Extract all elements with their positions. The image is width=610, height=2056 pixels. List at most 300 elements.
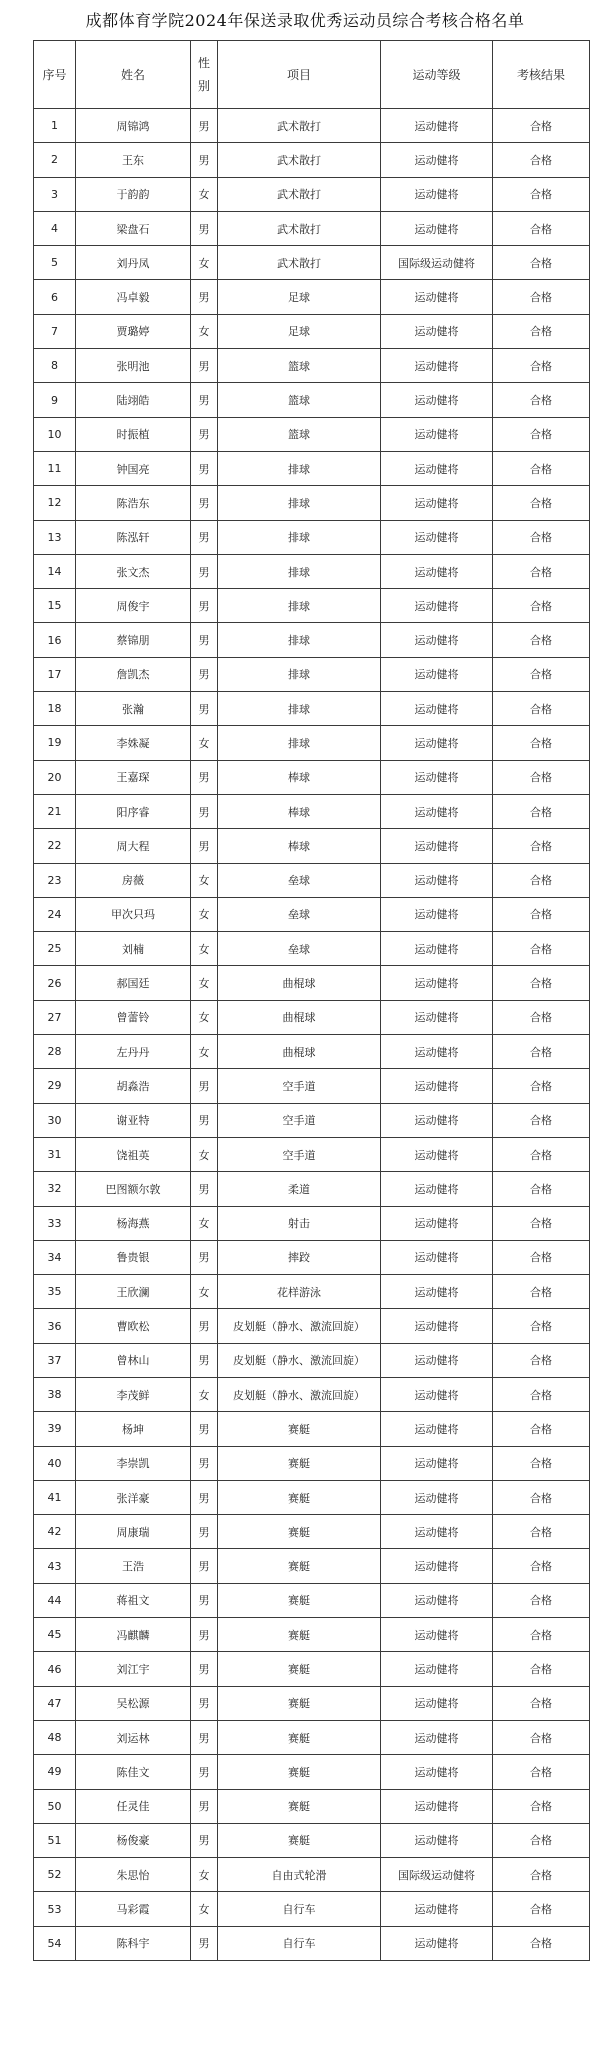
table-row bbox=[34, 1480, 590, 1514]
cell-gender: 男 bbox=[191, 451, 218, 485]
table-row bbox=[34, 1892, 590, 1926]
cell-event: 自由式轮滑 bbox=[218, 1858, 381, 1892]
table-row bbox=[34, 1172, 590, 1206]
cell-event: 排球 bbox=[218, 623, 381, 657]
cell-event: 射击 bbox=[218, 1206, 381, 1240]
cell-name: 甲次只玛 bbox=[76, 897, 191, 931]
cell-no: 27 bbox=[34, 1000, 76, 1034]
cell-result: 合格 bbox=[493, 1789, 590, 1823]
cell-gender: 男 bbox=[191, 1549, 218, 1583]
cell-level: 运动健将 bbox=[381, 1275, 493, 1309]
table-row bbox=[34, 451, 590, 485]
cell-name: 陈佳文 bbox=[76, 1755, 191, 1789]
cell-no: 31 bbox=[34, 1137, 76, 1171]
cell-no: 32 bbox=[34, 1172, 76, 1206]
cell-event: 篮球 bbox=[218, 349, 381, 383]
cell-result: 合格 bbox=[493, 897, 590, 931]
table-row bbox=[34, 1412, 590, 1446]
cell-no: 41 bbox=[34, 1480, 76, 1514]
cell-event: 皮划艇（静水、激流回旋） bbox=[218, 1309, 381, 1343]
table-row bbox=[34, 1823, 590, 1857]
cell-gender: 男 bbox=[191, 417, 218, 451]
table-row bbox=[34, 1618, 590, 1652]
table-row bbox=[34, 1137, 590, 1171]
cell-no: 5 bbox=[34, 246, 76, 280]
cell-name: 任灵佳 bbox=[76, 1789, 191, 1823]
cell-result: 合格 bbox=[493, 177, 590, 211]
cell-name: 张洋豪 bbox=[76, 1480, 191, 1514]
cell-gender: 女 bbox=[191, 1035, 218, 1069]
cell-event: 空手道 bbox=[218, 1137, 381, 1171]
cell-no: 43 bbox=[34, 1549, 76, 1583]
cell-name: 王嘉琛 bbox=[76, 760, 191, 794]
cell-no: 53 bbox=[34, 1892, 76, 1926]
cell-result: 合格 bbox=[493, 1446, 590, 1480]
cell-result: 合格 bbox=[493, 1755, 590, 1789]
cell-no: 13 bbox=[34, 520, 76, 554]
table-row bbox=[34, 177, 590, 211]
cell-result: 合格 bbox=[493, 829, 590, 863]
header-level: 运动等级 bbox=[381, 41, 493, 109]
cell-result: 合格 bbox=[493, 1069, 590, 1103]
cell-level: 运动健将 bbox=[381, 314, 493, 348]
cell-level: 运动健将 bbox=[381, 1103, 493, 1137]
cell-level: 运动健将 bbox=[381, 1377, 493, 1411]
cell-level: 运动健将 bbox=[381, 966, 493, 1000]
cell-result: 合格 bbox=[493, 794, 590, 828]
cell-gender: 女 bbox=[191, 1206, 218, 1240]
cell-no: 33 bbox=[34, 1206, 76, 1240]
table-row bbox=[34, 246, 590, 280]
cell-name: 周大程 bbox=[76, 829, 191, 863]
table-row bbox=[34, 1583, 590, 1617]
cell-name: 陈泓轩 bbox=[76, 520, 191, 554]
cell-gender: 男 bbox=[191, 1446, 218, 1480]
cell-name: 刘楠 bbox=[76, 932, 191, 966]
cell-level: 运动健将 bbox=[381, 1515, 493, 1549]
header-result: 考核结果 bbox=[493, 41, 590, 109]
cell-no: 21 bbox=[34, 794, 76, 828]
table-row bbox=[34, 1515, 590, 1549]
cell-event: 棒球 bbox=[218, 794, 381, 828]
cell-event: 自行车 bbox=[218, 1892, 381, 1926]
table-row bbox=[34, 1720, 590, 1754]
cell-name: 胡淼浩 bbox=[76, 1069, 191, 1103]
cell-no: 35 bbox=[34, 1275, 76, 1309]
cell-result: 合格 bbox=[493, 280, 590, 314]
table-row bbox=[34, 657, 590, 691]
cell-gender: 男 bbox=[191, 1240, 218, 1274]
cell-name: 李茂鲜 bbox=[76, 1377, 191, 1411]
cell-no: 52 bbox=[34, 1858, 76, 1892]
cell-result: 合格 bbox=[493, 1343, 590, 1377]
cell-no: 37 bbox=[34, 1343, 76, 1377]
table-row bbox=[34, 863, 590, 897]
cell-name: 刘江宇 bbox=[76, 1652, 191, 1686]
cell-event: 垒球 bbox=[218, 863, 381, 897]
table-row bbox=[34, 1103, 590, 1137]
cell-gender: 女 bbox=[191, 897, 218, 931]
cell-name: 于韵韵 bbox=[76, 177, 191, 211]
table-row bbox=[34, 897, 590, 931]
cell-result: 合格 bbox=[493, 1618, 590, 1652]
cell-result: 合格 bbox=[493, 1240, 590, 1274]
cell-name: 王东 bbox=[76, 143, 191, 177]
cell-result: 合格 bbox=[493, 623, 590, 657]
cell-event: 排球 bbox=[218, 451, 381, 485]
table-row bbox=[34, 1240, 590, 1274]
cell-name: 陈浩东 bbox=[76, 486, 191, 520]
cell-no: 7 bbox=[34, 314, 76, 348]
cell-result: 合格 bbox=[493, 1823, 590, 1857]
cell-event: 排球 bbox=[218, 692, 381, 726]
table-row bbox=[34, 1377, 590, 1411]
cell-gender: 男 bbox=[191, 1343, 218, 1377]
cell-no: 48 bbox=[34, 1720, 76, 1754]
cell-no: 36 bbox=[34, 1309, 76, 1343]
cell-gender: 女 bbox=[191, 863, 218, 897]
cell-level: 运动健将 bbox=[381, 1035, 493, 1069]
table-row bbox=[34, 1069, 590, 1103]
header-no: 序号 bbox=[34, 41, 76, 109]
cell-result: 合格 bbox=[493, 1412, 590, 1446]
cell-gender: 女 bbox=[191, 726, 218, 760]
cell-event: 武术散打 bbox=[218, 211, 381, 245]
cell-level: 运动健将 bbox=[381, 1755, 493, 1789]
cell-no: 18 bbox=[34, 692, 76, 726]
cell-event: 皮划艇（静水、激流回旋） bbox=[218, 1377, 381, 1411]
table-row bbox=[34, 1858, 590, 1892]
cell-level: 运动健将 bbox=[381, 1206, 493, 1240]
cell-level: 运动健将 bbox=[381, 143, 493, 177]
cell-event: 足球 bbox=[218, 314, 381, 348]
cell-event: 垒球 bbox=[218, 932, 381, 966]
cell-no: 26 bbox=[34, 966, 76, 1000]
cell-level: 运动健将 bbox=[381, 1000, 493, 1034]
cell-gender: 女 bbox=[191, 966, 218, 1000]
cell-name: 曾蕾铃 bbox=[76, 1000, 191, 1034]
cell-gender: 男 bbox=[191, 692, 218, 726]
cell-no: 12 bbox=[34, 486, 76, 520]
cell-event: 赛艇 bbox=[218, 1549, 381, 1583]
document-title: 成都体育学院2024年保送录取优秀运动员综合考核合格名单 bbox=[85, 11, 525, 30]
cell-name: 鲁贵银 bbox=[76, 1240, 191, 1274]
cell-result: 合格 bbox=[493, 966, 590, 1000]
cell-no: 15 bbox=[34, 589, 76, 623]
cell-gender: 男 bbox=[191, 1618, 218, 1652]
cell-level: 运动健将 bbox=[381, 863, 493, 897]
cell-gender: 男 bbox=[191, 520, 218, 554]
cell-no: 9 bbox=[34, 383, 76, 417]
cell-level: 运动健将 bbox=[381, 1172, 493, 1206]
cell-no: 14 bbox=[34, 554, 76, 588]
header-gender-line2: 别 bbox=[197, 78, 210, 93]
cell-event: 足球 bbox=[218, 280, 381, 314]
cell-no: 29 bbox=[34, 1069, 76, 1103]
cell-gender: 男 bbox=[191, 657, 218, 691]
cell-level: 运动健将 bbox=[381, 1343, 493, 1377]
cell-gender: 男 bbox=[191, 1720, 218, 1754]
cell-result: 合格 bbox=[493, 1480, 590, 1514]
cell-level: 运动健将 bbox=[381, 1549, 493, 1583]
cell-name: 刘运林 bbox=[76, 1720, 191, 1754]
cell-no: 8 bbox=[34, 349, 76, 383]
cell-level: 运动健将 bbox=[381, 1618, 493, 1652]
cell-event: 赛艇 bbox=[218, 1446, 381, 1480]
cell-gender: 女 bbox=[191, 177, 218, 211]
cell-result: 合格 bbox=[493, 1172, 590, 1206]
cell-level: 运动健将 bbox=[381, 1583, 493, 1617]
cell-event: 曲棍球 bbox=[218, 966, 381, 1000]
cell-result: 合格 bbox=[493, 1652, 590, 1686]
cell-level: 运动健将 bbox=[381, 623, 493, 657]
cell-name: 左丹丹 bbox=[76, 1035, 191, 1069]
cell-gender: 男 bbox=[191, 1069, 218, 1103]
cell-name: 饶祖英 bbox=[76, 1137, 191, 1171]
table-row bbox=[34, 143, 590, 177]
cell-level: 运动健将 bbox=[381, 1240, 493, 1274]
cell-level: 运动健将 bbox=[381, 1412, 493, 1446]
cell-name: 张明池 bbox=[76, 349, 191, 383]
cell-event: 武术散打 bbox=[218, 246, 381, 280]
table-row bbox=[34, 760, 590, 794]
cell-level: 运动健将 bbox=[381, 177, 493, 211]
cell-gender: 男 bbox=[191, 760, 218, 794]
cell-event: 赛艇 bbox=[218, 1755, 381, 1789]
cell-no: 46 bbox=[34, 1652, 76, 1686]
cell-event: 武术散打 bbox=[218, 177, 381, 211]
table-row bbox=[34, 520, 590, 554]
cell-event: 皮划艇（静水、激流回旋） bbox=[218, 1343, 381, 1377]
table-row bbox=[34, 623, 590, 657]
table-row bbox=[34, 109, 590, 143]
cell-no: 19 bbox=[34, 726, 76, 760]
cell-name: 冯卓毅 bbox=[76, 280, 191, 314]
table-row bbox=[34, 280, 590, 314]
cell-result: 合格 bbox=[493, 589, 590, 623]
cell-result: 合格 bbox=[493, 314, 590, 348]
cell-gender: 女 bbox=[191, 1858, 218, 1892]
cell-event: 自行车 bbox=[218, 1926, 381, 1960]
cell-level: 运动健将 bbox=[381, 794, 493, 828]
cell-result: 合格 bbox=[493, 1377, 590, 1411]
header-gender bbox=[191, 41, 218, 109]
cell-name: 谢亚特 bbox=[76, 1103, 191, 1137]
cell-result: 合格 bbox=[493, 1206, 590, 1240]
header-name: 姓名 bbox=[76, 41, 191, 109]
cell-no: 4 bbox=[34, 211, 76, 245]
cell-gender: 男 bbox=[191, 383, 218, 417]
cell-event: 赛艇 bbox=[218, 1686, 381, 1720]
cell-result: 合格 bbox=[493, 1309, 590, 1343]
cell-no: 47 bbox=[34, 1686, 76, 1720]
cell-result: 合格 bbox=[493, 1720, 590, 1754]
cell-gender: 女 bbox=[191, 1000, 218, 1034]
cell-name: 张文杰 bbox=[76, 554, 191, 588]
cell-event: 排球 bbox=[218, 486, 381, 520]
cell-no: 42 bbox=[34, 1515, 76, 1549]
cell-name: 梁盘石 bbox=[76, 211, 191, 245]
cell-result: 合格 bbox=[493, 417, 590, 451]
cell-result: 合格 bbox=[493, 1515, 590, 1549]
cell-event: 赛艇 bbox=[218, 1789, 381, 1823]
cell-event: 武术散打 bbox=[218, 109, 381, 143]
cell-no: 20 bbox=[34, 760, 76, 794]
cell-gender: 男 bbox=[191, 623, 218, 657]
table-row bbox=[34, 383, 590, 417]
cell-no: 1 bbox=[34, 109, 76, 143]
cell-event: 排球 bbox=[218, 589, 381, 623]
cell-level: 运动健将 bbox=[381, 760, 493, 794]
cell-event: 花样游泳 bbox=[218, 1275, 381, 1309]
table-row bbox=[34, 1275, 590, 1309]
roster-table bbox=[33, 40, 590, 1961]
cell-gender: 男 bbox=[191, 589, 218, 623]
table-row bbox=[34, 1549, 590, 1583]
cell-result: 合格 bbox=[493, 143, 590, 177]
cell-name: 巴图额尔敦 bbox=[76, 1172, 191, 1206]
table-row bbox=[34, 1343, 590, 1377]
table-row bbox=[34, 829, 590, 863]
table-row bbox=[34, 932, 590, 966]
table-row bbox=[34, 1035, 590, 1069]
cell-no: 22 bbox=[34, 829, 76, 863]
cell-event: 棒球 bbox=[218, 760, 381, 794]
cell-name: 蒋祖文 bbox=[76, 1583, 191, 1617]
cell-result: 合格 bbox=[493, 932, 590, 966]
cell-no: 40 bbox=[34, 1446, 76, 1480]
cell-event: 曲棍球 bbox=[218, 1000, 381, 1034]
cell-name: 房薇 bbox=[76, 863, 191, 897]
cell-name: 杨海燕 bbox=[76, 1206, 191, 1240]
cell-gender: 女 bbox=[191, 314, 218, 348]
cell-event: 赛艇 bbox=[218, 1618, 381, 1652]
cell-level: 运动健将 bbox=[381, 554, 493, 588]
cell-level: 运动健将 bbox=[381, 486, 493, 520]
cell-result: 合格 bbox=[493, 657, 590, 691]
table-row bbox=[34, 1000, 590, 1034]
cell-result: 合格 bbox=[493, 349, 590, 383]
cell-event: 赛艇 bbox=[218, 1412, 381, 1446]
cell-event: 篮球 bbox=[218, 417, 381, 451]
cell-gender: 男 bbox=[191, 1412, 218, 1446]
cell-gender: 女 bbox=[191, 1377, 218, 1411]
cell-level: 运动健将 bbox=[381, 1069, 493, 1103]
cell-name: 王欣澜 bbox=[76, 1275, 191, 1309]
cell-gender: 男 bbox=[191, 1103, 218, 1137]
cell-name: 杨坤 bbox=[76, 1412, 191, 1446]
cell-event: 排球 bbox=[218, 657, 381, 691]
cell-no: 24 bbox=[34, 897, 76, 931]
table-row bbox=[34, 486, 590, 520]
cell-event: 曲棍球 bbox=[218, 1035, 381, 1069]
cell-result: 合格 bbox=[493, 1686, 590, 1720]
cell-gender: 男 bbox=[191, 1686, 218, 1720]
cell-level: 运动健将 bbox=[381, 1480, 493, 1514]
cell-gender: 男 bbox=[191, 1789, 218, 1823]
table-row bbox=[34, 1926, 590, 1960]
cell-level: 运动健将 bbox=[381, 1823, 493, 1857]
table-row bbox=[34, 1755, 590, 1789]
cell-event: 赛艇 bbox=[218, 1652, 381, 1686]
table-row bbox=[34, 966, 590, 1000]
cell-no: 23 bbox=[34, 863, 76, 897]
cell-event: 排球 bbox=[218, 554, 381, 588]
cell-gender: 女 bbox=[191, 1137, 218, 1171]
cell-no: 28 bbox=[34, 1035, 76, 1069]
cell-event: 赛艇 bbox=[218, 1720, 381, 1754]
cell-gender: 男 bbox=[191, 1755, 218, 1789]
cell-level: 国际级运动健将 bbox=[381, 246, 493, 280]
cell-name: 蔡锦朋 bbox=[76, 623, 191, 657]
table-row bbox=[34, 726, 590, 760]
cell-name: 王浩 bbox=[76, 1549, 191, 1583]
cell-level: 运动健将 bbox=[381, 451, 493, 485]
cell-name: 时振植 bbox=[76, 417, 191, 451]
roster-body bbox=[34, 109, 590, 1961]
cell-name: 曾林山 bbox=[76, 1343, 191, 1377]
table-row bbox=[34, 314, 590, 348]
cell-no: 38 bbox=[34, 1377, 76, 1411]
cell-level: 运动健将 bbox=[381, 417, 493, 451]
cell-event: 摔跤 bbox=[218, 1240, 381, 1274]
cell-event: 空手道 bbox=[218, 1103, 381, 1137]
cell-name: 李崇凯 bbox=[76, 1446, 191, 1480]
cell-name: 阳序睿 bbox=[76, 794, 191, 828]
table-row bbox=[34, 211, 590, 245]
cell-name: 钟国亮 bbox=[76, 451, 191, 485]
table-row bbox=[34, 417, 590, 451]
cell-level: 运动健将 bbox=[381, 1789, 493, 1823]
table-row bbox=[34, 589, 590, 623]
cell-no: 49 bbox=[34, 1755, 76, 1789]
cell-result: 合格 bbox=[493, 760, 590, 794]
cell-gender: 女 bbox=[191, 932, 218, 966]
cell-name: 杨俊豪 bbox=[76, 1823, 191, 1857]
cell-level: 运动健将 bbox=[381, 932, 493, 966]
cell-gender: 男 bbox=[191, 794, 218, 828]
cell-no: 30 bbox=[34, 1103, 76, 1137]
cell-level: 运动健将 bbox=[381, 211, 493, 245]
cell-result: 合格 bbox=[493, 554, 590, 588]
cell-name: 郝国廷 bbox=[76, 966, 191, 1000]
cell-name: 刘丹凤 bbox=[76, 246, 191, 280]
cell-gender: 男 bbox=[191, 349, 218, 383]
cell-event: 空手道 bbox=[218, 1069, 381, 1103]
cell-event: 排球 bbox=[218, 726, 381, 760]
cell-gender: 女 bbox=[191, 1275, 218, 1309]
table-row bbox=[34, 1206, 590, 1240]
cell-event: 篮球 bbox=[218, 383, 381, 417]
cell-no: 34 bbox=[34, 1240, 76, 1274]
cell-level: 运动健将 bbox=[381, 1652, 493, 1686]
cell-level: 运动健将 bbox=[381, 383, 493, 417]
cell-no: 2 bbox=[34, 143, 76, 177]
table-row bbox=[34, 349, 590, 383]
cell-no: 44 bbox=[34, 1583, 76, 1617]
cell-name: 周俊宇 bbox=[76, 589, 191, 623]
cell-event: 武术散打 bbox=[218, 143, 381, 177]
cell-name: 张瀚 bbox=[76, 692, 191, 726]
table-row bbox=[34, 554, 590, 588]
cell-result: 合格 bbox=[493, 486, 590, 520]
cell-name: 贾璐婷 bbox=[76, 314, 191, 348]
cell-gender: 男 bbox=[191, 1583, 218, 1617]
cell-gender: 女 bbox=[191, 1892, 218, 1926]
cell-gender: 男 bbox=[191, 1172, 218, 1206]
cell-name: 周康瑞 bbox=[76, 1515, 191, 1549]
cell-no: 11 bbox=[34, 451, 76, 485]
